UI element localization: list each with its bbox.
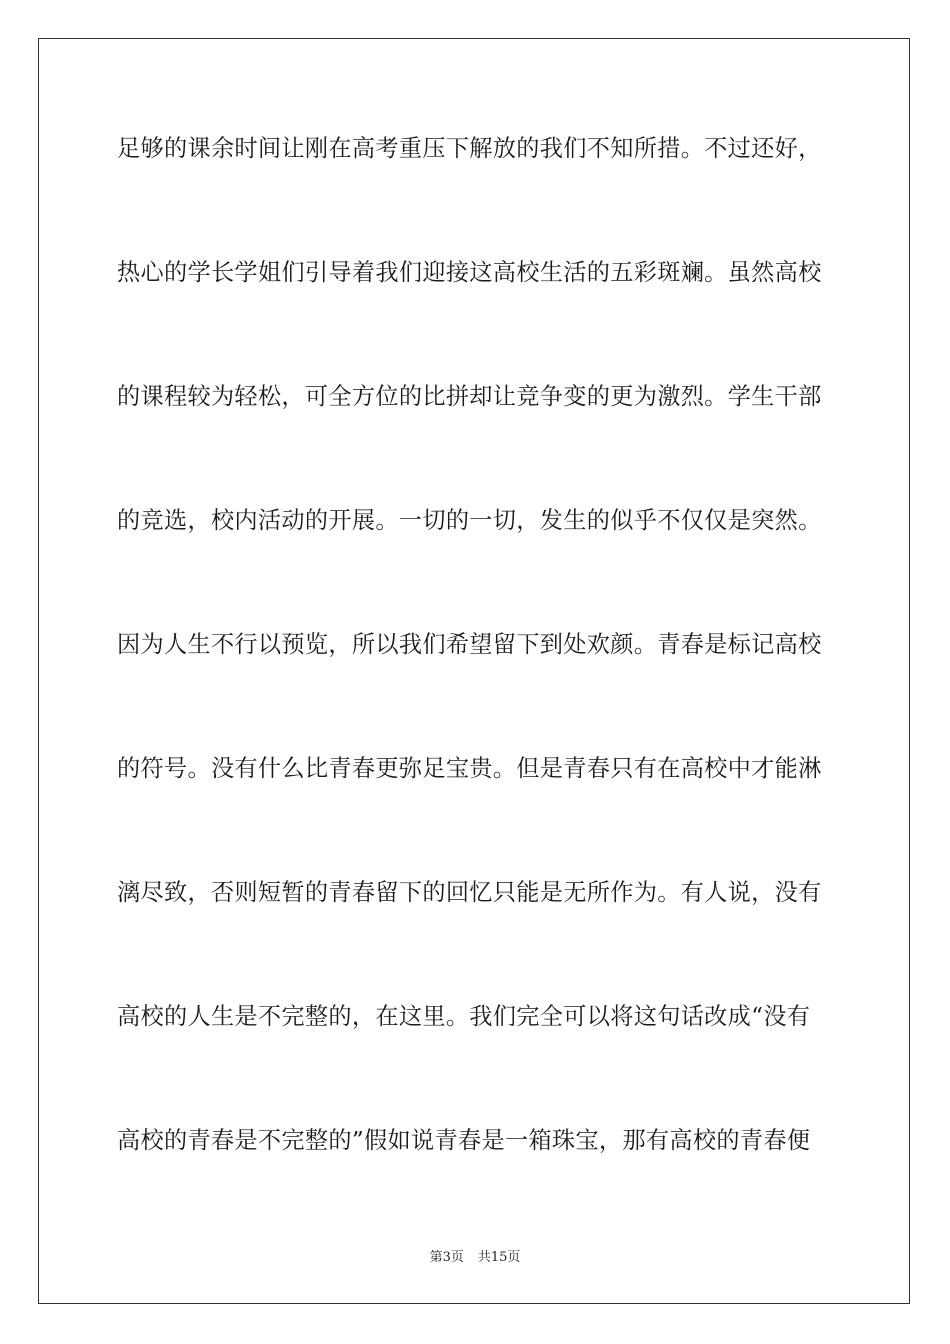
page-total: 共15页 xyxy=(477,1250,521,1265)
text-line: 因为人生不行以预览，所以我们希望留下到处欢颜。青春是标记高校 xyxy=(117,631,822,658)
document-body xyxy=(117,128,835,1244)
text-line: 的符号。没有什么比青春更弥足宝贵。但是青春只有在高校中才能淋 xyxy=(117,755,822,782)
text-line: 漓尽致，否则短暂的青春留下的回忆只能是无所作为。有人说，没有 xyxy=(117,879,822,906)
text-line: 的课程较为轻松，可全方位的比拼却让竞争变的更为激烈。学生干部 xyxy=(117,383,822,410)
page-footer xyxy=(0,1246,950,1265)
text-line: 高校的青春是不完整的”假如说青春是一箱珠宝，那有高校的青春便 xyxy=(117,1127,811,1154)
text-line: 的竞选，校内活动的开展。一切的一切，发生的似乎不仅仅是突然。 xyxy=(117,507,822,534)
page-number: 第3页 xyxy=(429,1250,464,1265)
text-line: 足够的课余时间让刚在高考重压下解放的我们不知所措。不过还好， xyxy=(117,135,822,162)
text-line: 高校的人生是不完整的，在这里。我们完全可以将这句话改成“没有 xyxy=(117,1003,811,1030)
text-line: 热心的学长学姐们引导着我们迎接这高校生活的五彩斑斓。虽然高校 xyxy=(117,259,822,286)
